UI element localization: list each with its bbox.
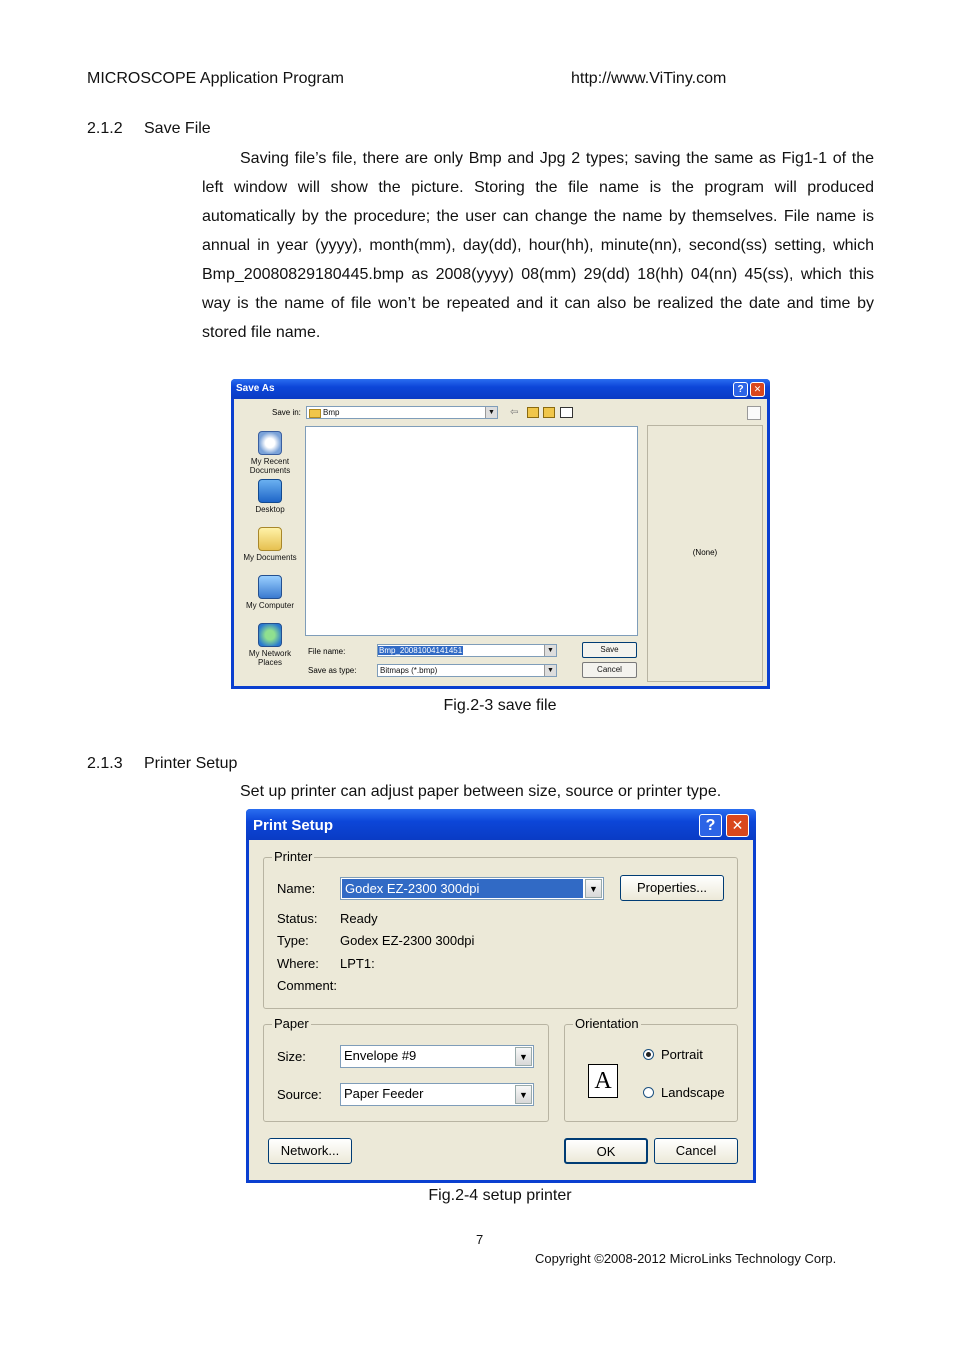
- status-label: Status:: [277, 911, 318, 926]
- figure-caption: Fig.2-3 save file: [443, 697, 557, 714]
- preview-panel: [647, 425, 763, 682]
- status-value: Ready: [340, 911, 378, 926]
- chevron-down-icon[interactable]: ▼: [585, 879, 602, 898]
- place-network[interactable]: [240, 623, 300, 667]
- chevron-down-icon[interactable]: ▼: [544, 665, 556, 676]
- views-menu-icon[interactable]: [560, 407, 573, 418]
- recent-documents-icon: [258, 431, 282, 455]
- place-desktop[interactable]: [240, 479, 300, 514]
- file-name-value: Bmp_20081004141451: [379, 646, 463, 655]
- printer-name-dropdown[interactable]: [340, 877, 604, 900]
- section-title: Save File: [144, 120, 211, 137]
- save-file-paragraph: [202, 144, 874, 347]
- save-file-text: Saving file’s file, there are only Bmp and Jpg 2 types; saving the same as Fig1-1 of the left window will show the picture. Storing the file name is the program will produced automatically by the procedure; the user can change the name by themselves. File name is annual in year (yyyy), month(mm), day(dd), hour(hh), minute(nn), second(ss) setting, which Bmp_20080829180445.bmp as 2008(yyyy) 08(mm) 29(dd) 18(hh) 04(nn) 45(ss), which this way is the name of file won’t be repeated and it can also be realized the date and time by stored file name.: [202, 150, 874, 341]
- type-label: Type:: [277, 933, 309, 948]
- file-list[interactable]: [305, 426, 638, 636]
- my-documents-icon: [258, 527, 282, 551]
- help-button[interactable]: ?: [699, 814, 722, 837]
- save-in-value: Bmp: [323, 408, 340, 417]
- where-value: LPT1:: [340, 956, 375, 971]
- chevron-down-icon[interactable]: ▼: [544, 645, 556, 656]
- landscape-label: Landscape: [661, 1085, 725, 1100]
- orientation-group-label: Orientation: [575, 1016, 639, 1031]
- cancel-button[interactable]: Cancel: [654, 1138, 738, 1164]
- printer-group: [263, 849, 738, 1009]
- ok-button[interactable]: OK: [564, 1138, 648, 1164]
- section-number: 2.1.3: [87, 755, 123, 772]
- portrait-label: Portrait: [661, 1047, 703, 1062]
- page-number: 7: [476, 1232, 484, 1247]
- paper-source-dropdown[interactable]: [340, 1083, 534, 1106]
- network-button[interactable]: Network...: [268, 1138, 352, 1164]
- portrait-radio[interactable]: [643, 1049, 654, 1060]
- figure-caption: Fig.2-4 setup printer: [428, 1187, 572, 1204]
- paper-source-value: Paper Feeder: [344, 1086, 424, 1101]
- where-label: Where:: [277, 956, 319, 971]
- print-setup-dialog: [246, 809, 756, 1183]
- close-button[interactable]: ✕: [750, 382, 765, 397]
- new-folder-icon[interactable]: [543, 407, 555, 418]
- paper-group: [263, 1016, 549, 1122]
- place-label: My Recent Documents: [249, 457, 291, 475]
- preview-toggle-icon[interactable]: [747, 406, 761, 420]
- paper-size-value: Envelope #9: [344, 1048, 417, 1063]
- up-folder-icon[interactable]: [527, 407, 539, 418]
- save-as-titlebar: [231, 379, 770, 399]
- orientation-group: [564, 1016, 738, 1122]
- save-as-title: Save As: [236, 383, 275, 394]
- comment-label: Comment:: [277, 978, 337, 993]
- folder-icon: [309, 409, 321, 418]
- file-name-input[interactable]: [377, 644, 557, 657]
- section-title: Printer Setup: [144, 755, 238, 772]
- printer-name-value: Godex EZ-2300 300dpi: [342, 879, 583, 898]
- place-label: My Computer: [245, 601, 294, 610]
- close-button[interactable]: ✕: [726, 814, 749, 837]
- type-value: Godex EZ-2300 300dpi: [340, 933, 475, 948]
- save-as-body: [234, 399, 767, 686]
- chevron-down-icon[interactable]: ▼: [515, 1085, 532, 1104]
- save-in-label: Save in:: [272, 408, 301, 417]
- printer-setup-text: Set up printer can adjust paper between size, source or printer type.: [240, 783, 722, 800]
- source-label: Source:: [277, 1087, 322, 1102]
- print-setup-title: Print Setup: [253, 817, 334, 834]
- save-button[interactable]: Save: [582, 642, 637, 658]
- file-name-label: File name:: [308, 647, 346, 656]
- paper-size-dropdown[interactable]: [340, 1045, 534, 1068]
- place-recent[interactable]: [240, 431, 300, 475]
- help-button[interactable]: ?: [733, 382, 748, 397]
- printer-group-label: Printer: [274, 849, 313, 864]
- place-label: My Documents: [243, 553, 297, 562]
- preview-text: (None): [692, 548, 718, 557]
- portrait-page-icon: A: [588, 1064, 618, 1098]
- back-icon[interactable]: ⇦: [510, 407, 519, 418]
- section-number: 2.1.2: [87, 120, 123, 137]
- place-label: Desktop: [255, 505, 285, 514]
- landscape-radio[interactable]: [643, 1087, 654, 1098]
- save-in-dropdown[interactable]: [306, 406, 498, 419]
- properties-button[interactable]: Properties...: [620, 875, 724, 901]
- save-type-label: Save as type:: [308, 666, 357, 675]
- my-computer-icon: [258, 575, 282, 599]
- save-type-dropdown[interactable]: [377, 664, 557, 677]
- place-label: My Network Places: [248, 649, 292, 667]
- network-places-icon: [258, 623, 282, 647]
- paper-group-label: Paper: [274, 1016, 309, 1031]
- print-setup-titlebar: [246, 809, 756, 840]
- chevron-down-icon[interactable]: ▼: [485, 407, 497, 418]
- header-title: MICROSCOPE Application Program: [87, 70, 344, 87]
- desktop-icon: [258, 479, 282, 503]
- size-label: Size:: [277, 1049, 306, 1064]
- header-url: http://www.ViTiny.com: [571, 70, 727, 87]
- cancel-button[interactable]: Cancel: [582, 662, 637, 678]
- place-my-documents[interactable]: [240, 527, 300, 562]
- chevron-down-icon[interactable]: ▼: [515, 1047, 532, 1066]
- copyright: Copyright ©2008-2012 MicroLinks Technology Corp.: [535, 1251, 837, 1266]
- name-label: Name:: [277, 881, 316, 896]
- place-my-computer[interactable]: [240, 575, 300, 610]
- save-type-value: Bitmaps (*.bmp): [380, 666, 438, 675]
- save-as-dialog: [231, 379, 770, 689]
- print-setup-body: [249, 840, 753, 1180]
